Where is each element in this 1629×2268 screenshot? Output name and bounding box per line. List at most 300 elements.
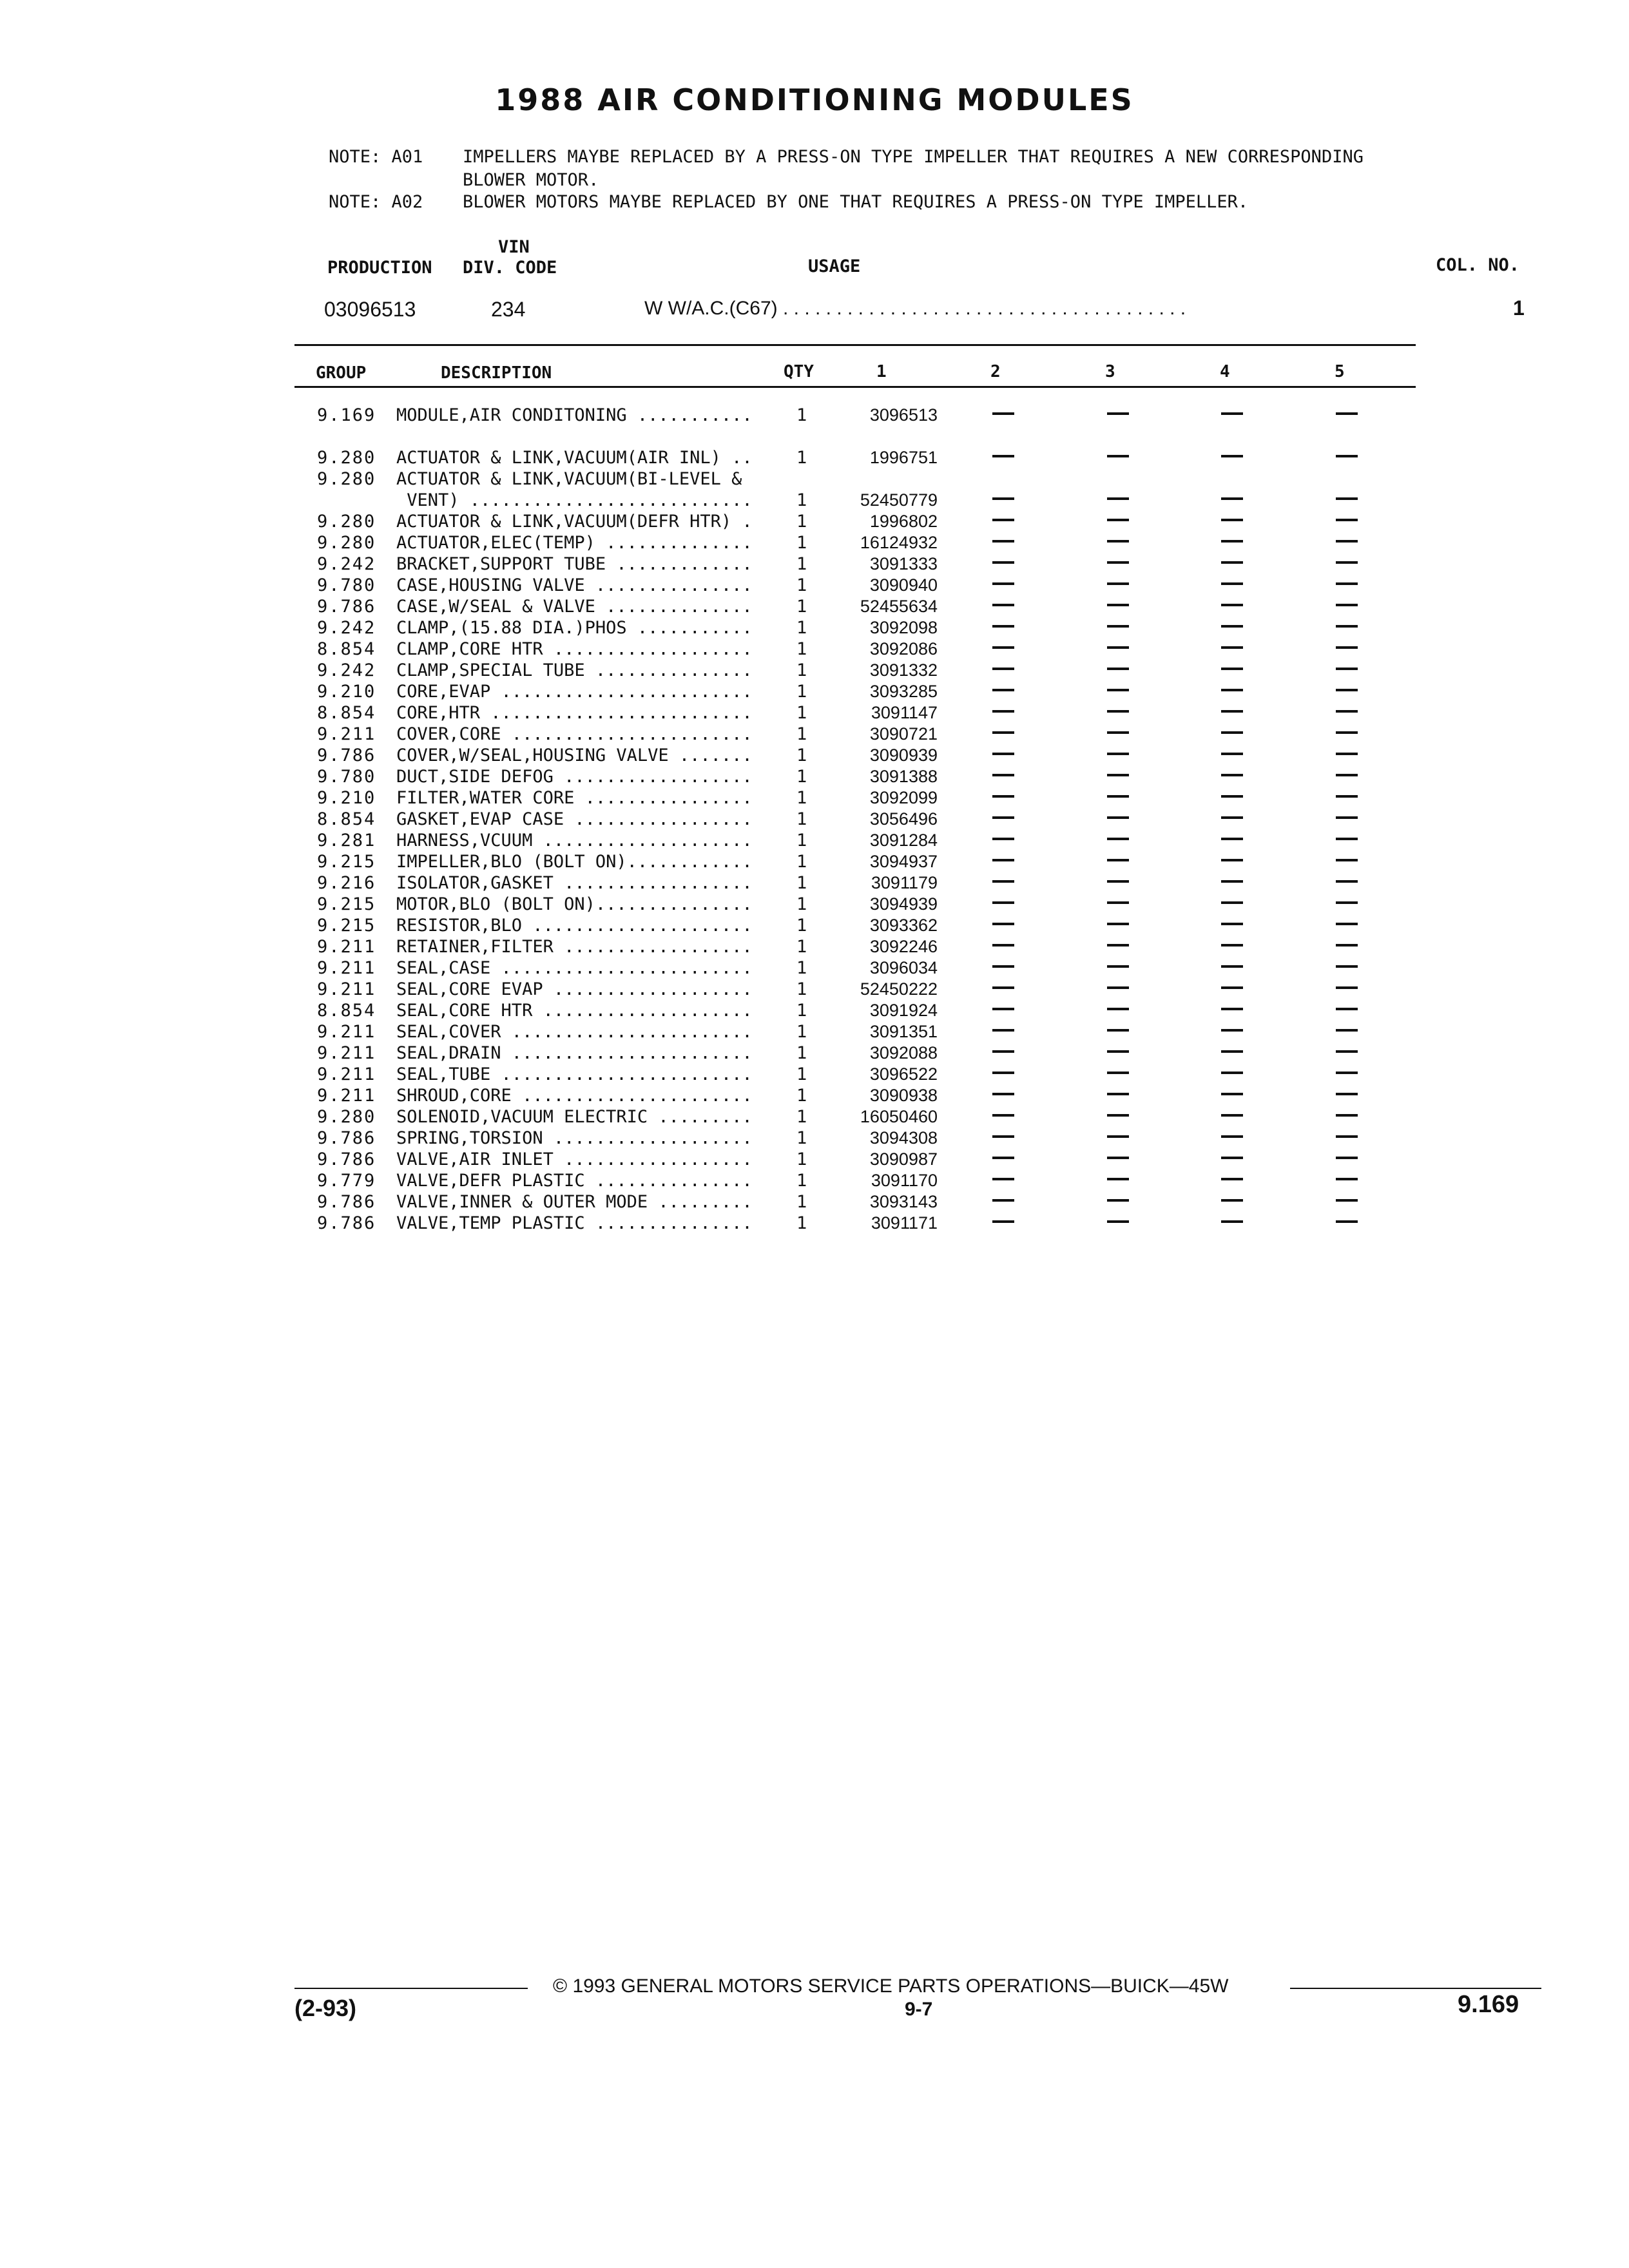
table-row [0, 553, 1629, 575]
description-cell: CORE,HTR ......................... [396, 703, 753, 723]
col-header-group: GROUP [316, 363, 367, 383]
description-cell: RESISTOR,BLO ..................... [396, 916, 753, 936]
group-cell: 9.211 [317, 937, 376, 957]
qty-cell: 1 [796, 554, 807, 574]
column-4-dash [1221, 1072, 1243, 1074]
qty-cell: 1 [796, 490, 807, 510]
column-5-dash [1336, 604, 1358, 606]
column-2-dash [992, 1029, 1014, 1032]
column-5-dash [1336, 625, 1358, 628]
part-number-cell: 3090987 [869, 1149, 938, 1169]
group-cell: 8.854 [317, 703, 376, 723]
column-5-dash [1336, 838, 1358, 840]
description-cell: COVER,W/SEAL,HOUSING VALVE ....... [396, 745, 753, 765]
footer-rule-right [1290, 1988, 1541, 1989]
group-cell: 9.211 [317, 724, 376, 744]
footer-section-number: 9.169 [1458, 1991, 1519, 2018]
column-2-dash [992, 668, 1014, 670]
column-2-dash [992, 923, 1014, 925]
group-cell: 8.854 [317, 639, 376, 659]
qty-cell: 1 [796, 1107, 807, 1127]
column-4-dash [1221, 1199, 1243, 1202]
part-number-cell: 3091924 [869, 1001, 938, 1020]
column-5-dash [1336, 540, 1358, 543]
column-5-dash [1336, 412, 1358, 415]
part-number-cell: 3090939 [869, 745, 938, 765]
note-a01-label: NOTE: A01 [329, 147, 423, 167]
table-row [0, 1128, 1629, 1149]
col-header-1: 1 [876, 362, 887, 381]
part-number-cell: 1996802 [869, 512, 938, 531]
column-3-dash [1107, 455, 1129, 457]
column-3-dash [1107, 859, 1129, 861]
group-cell: 9.280 [317, 1107, 376, 1127]
part-number-cell: 3092098 [869, 618, 938, 637]
part-number-cell: 3093285 [869, 682, 938, 701]
column-5-dash [1336, 1199, 1358, 1202]
div-code-value: 234 [491, 298, 526, 321]
group-cell: 9.786 [317, 1192, 376, 1212]
qty-cell: 1 [796, 1001, 807, 1021]
column-2-dash [992, 795, 1014, 798]
part-number-cell: 3091332 [869, 660, 938, 680]
group-cell: 9.211 [317, 1022, 376, 1042]
description-cell: CLAMP,(15.88 DIA.)PHOS ........... [396, 618, 753, 638]
column-4-dash [1221, 455, 1243, 457]
column-5-dash [1336, 1093, 1358, 1095]
column-5-dash [1336, 1178, 1358, 1180]
table-row [0, 532, 1629, 553]
column-5-dash [1336, 901, 1358, 904]
column-3-dash [1107, 731, 1129, 734]
qty-cell: 1 [796, 916, 807, 936]
table-row [0, 1064, 1629, 1085]
part-number-cell: 16050460 [860, 1107, 938, 1126]
column-5-dash [1336, 668, 1358, 670]
col-header-4: 4 [1220, 362, 1230, 381]
table-row [0, 617, 1629, 639]
column-3-dash [1107, 838, 1129, 840]
description-cell: GASKET,EVAP CASE ................. [396, 809, 753, 829]
qty-cell: 1 [796, 1149, 807, 1169]
qty-cell: 1 [796, 979, 807, 999]
part-number-cell: 3091170 [871, 1171, 938, 1190]
description-cell: CASE,HOUSING VALVE ............... [396, 575, 753, 595]
column-5-dash [1336, 1157, 1358, 1159]
column-4-dash [1221, 859, 1243, 861]
qty-cell: 1 [796, 660, 807, 680]
description-cell: SEAL,DRAIN ....................... [396, 1043, 753, 1063]
description-cell: SEAL,CORE EVAP ................... [396, 979, 753, 999]
column-3-dash [1107, 1220, 1129, 1223]
column-2-dash [992, 1220, 1014, 1223]
description-cell: FILTER,WATER CORE ................ [396, 788, 753, 808]
table-row [0, 979, 1629, 1000]
part-number-cell: 3094308 [869, 1128, 938, 1148]
table-row [0, 575, 1629, 596]
column-5-dash [1336, 1008, 1358, 1010]
column-4-dash [1221, 944, 1243, 947]
column-4-dash [1221, 1114, 1243, 1117]
description-cell: VALVE,TEMP PLASTIC ............... [396, 1213, 753, 1233]
group-cell: 9.780 [317, 767, 376, 787]
part-number-cell: 3091351 [869, 1022, 938, 1041]
column-4-dash [1221, 646, 1243, 649]
table-row [0, 766, 1629, 787]
part-number-cell: 3093143 [869, 1192, 938, 1211]
col-header-2: 2 [990, 362, 1001, 381]
qty-cell: 1 [796, 831, 807, 850]
qty-cell: 1 [796, 533, 807, 553]
qty-cell: 1 [796, 788, 807, 808]
description-cell: ISOLATOR,GASKET .................. [396, 873, 753, 893]
group-cell: 9.281 [317, 831, 376, 850]
column-2-dash [992, 1093, 1014, 1095]
part-number-cell: 1996751 [869, 448, 938, 467]
description-cell: MODULE,AIR CONDITONING ........... [396, 405, 753, 425]
part-number-cell: 52450779 [860, 490, 938, 510]
footer-copyright: © 1993 GENERAL MOTORS SERVICE PARTS OPERATIONS—BUICK—45W [553, 1975, 1229, 1997]
part-number-cell: 3092088 [869, 1043, 938, 1062]
description-cell: VALVE,DEFR PLASTIC ............... [396, 1171, 753, 1191]
table-row [0, 1043, 1629, 1064]
column-2-dash [992, 1050, 1014, 1053]
qty-cell: 1 [796, 724, 807, 744]
column-5-dash [1336, 1029, 1358, 1032]
qty-cell: 1 [796, 1128, 807, 1148]
qty-cell: 1 [796, 639, 807, 659]
column-2-dash [992, 1135, 1014, 1138]
column-5-dash [1336, 795, 1358, 798]
column-4-dash [1221, 731, 1243, 734]
part-number-cell: 3096522 [869, 1064, 938, 1084]
column-5-dash [1336, 1050, 1358, 1053]
table-row [0, 405, 1629, 426]
column-4-dash [1221, 412, 1243, 415]
description-cell: COVER,CORE ....................... [396, 724, 753, 744]
qty-cell: 1 [796, 767, 807, 787]
column-4-dash [1221, 753, 1243, 755]
column-4-dash [1221, 497, 1243, 500]
group-cell: 8.854 [317, 1001, 376, 1021]
description-cell: SEAL,CORE HTR .................... [396, 1001, 753, 1021]
col-no-value: 1 [1513, 296, 1525, 320]
column-5-dash [1336, 710, 1358, 713]
description-cell: RETAINER,FILTER .................. [396, 937, 753, 957]
qty-cell: 1 [796, 809, 807, 829]
group-cell: 9.210 [317, 682, 376, 702]
column-5-dash [1336, 923, 1358, 925]
column-3-dash [1107, 625, 1129, 628]
column-3-dash [1107, 816, 1129, 819]
group-cell: 9.215 [317, 916, 376, 936]
table-row [0, 1085, 1629, 1106]
usage-header: USAGE [808, 256, 861, 276]
table-row [0, 872, 1629, 894]
column-3-dash [1107, 1114, 1129, 1117]
column-3-dash [1107, 986, 1129, 989]
column-2-dash [992, 986, 1014, 989]
column-4-dash [1221, 1220, 1243, 1223]
description-cell: IMPELLER,BLO (BOLT ON)............ [396, 852, 753, 872]
description-cell: MOTOR,BLO (BOLT ON)............... [396, 894, 753, 914]
column-3-dash [1107, 774, 1129, 776]
qty-cell: 1 [796, 1171, 807, 1191]
column-2-dash [992, 774, 1014, 776]
description-cell: DUCT,SIDE DEFOG .................. [396, 767, 753, 787]
column-5-dash [1336, 646, 1358, 649]
group-cell: 9.280 [317, 469, 376, 489]
column-2-dash [992, 901, 1014, 904]
column-4-dash [1221, 986, 1243, 989]
column-3-dash [1107, 1008, 1129, 1010]
table-row [0, 936, 1629, 957]
group-cell: 9.280 [317, 533, 376, 553]
column-3-dash [1107, 519, 1129, 521]
column-2-dash [992, 625, 1014, 628]
table-top-rule [294, 344, 1416, 346]
column-2-dash [992, 582, 1014, 585]
column-3-dash [1107, 901, 1129, 904]
column-5-dash [1336, 816, 1358, 819]
part-number-cell: 16124932 [860, 533, 938, 552]
description-cell: SOLENOID,VACUUM ELECTRIC ......... [396, 1107, 753, 1127]
column-4-dash [1221, 774, 1243, 776]
column-5-dash [1336, 880, 1358, 883]
vin-header: VIN [498, 237, 530, 257]
qty-cell: 1 [796, 1022, 807, 1042]
column-3-dash [1107, 497, 1129, 500]
production-value: 03096513 [324, 298, 416, 321]
qty-cell: 1 [796, 405, 807, 425]
table-row [0, 1149, 1629, 1170]
qty-cell: 1 [796, 873, 807, 893]
column-2-dash [992, 1199, 1014, 1202]
div-code-header: DIV. CODE [463, 258, 557, 278]
column-4-dash [1221, 1157, 1243, 1159]
group-cell: 9.780 [317, 575, 376, 595]
column-2-dash [992, 859, 1014, 861]
column-3-dash [1107, 540, 1129, 543]
column-3-dash [1107, 1072, 1129, 1074]
production-header: PRODUCTION [327, 258, 432, 278]
column-4-dash [1221, 668, 1243, 670]
description-cell: SEAL,TUBE ........................ [396, 1064, 753, 1084]
column-4-dash [1221, 1050, 1243, 1053]
group-cell: 9.786 [317, 597, 376, 617]
qty-cell: 1 [796, 597, 807, 617]
column-2-dash [992, 816, 1014, 819]
column-4-dash [1221, 561, 1243, 564]
description-cell: VALVE,AIR INLET .................. [396, 1149, 753, 1169]
column-5-dash [1336, 689, 1358, 691]
column-2-dash [992, 646, 1014, 649]
page-title: 1988 AIR CONDITIONING MODULES [495, 82, 1134, 117]
description-cell: SHROUD,CORE ...................... [396, 1086, 753, 1106]
group-cell: 9.242 [317, 618, 376, 638]
group-cell: 9.786 [317, 745, 376, 765]
table-row [0, 894, 1629, 915]
column-4-dash [1221, 582, 1243, 585]
column-2-dash [992, 561, 1014, 564]
column-3-dash [1107, 923, 1129, 925]
column-4-dash [1221, 1178, 1243, 1180]
table-row [0, 702, 1629, 724]
column-3-dash [1107, 582, 1129, 585]
group-cell: 9.786 [317, 1213, 376, 1233]
description-cell: BRACKET,SUPPORT TUBE ............. [396, 554, 753, 574]
column-3-dash [1107, 689, 1129, 691]
part-number-cell: 3096513 [869, 405, 938, 425]
column-2-dash [992, 1008, 1014, 1010]
description-cell: VENT) ........................... [396, 490, 753, 510]
column-2-dash [992, 838, 1014, 840]
column-3-dash [1107, 753, 1129, 755]
column-3-dash [1107, 965, 1129, 968]
description-cell: CASE,W/SEAL & VALVE .............. [396, 597, 753, 617]
part-number-cell: 3094937 [869, 852, 938, 871]
column-2-dash [992, 731, 1014, 734]
column-3-dash [1107, 1178, 1129, 1180]
table-row [0, 745, 1629, 766]
column-3-dash [1107, 710, 1129, 713]
column-4-dash [1221, 838, 1243, 840]
note-a02-text: BLOWER MOTORS MAYBE REPLACED BY ONE THAT REQUIRES A PRESS-ON TYPE IMPELLER. [463, 192, 1249, 212]
column-4-dash [1221, 519, 1243, 521]
part-number-cell: 3096034 [869, 958, 938, 977]
part-number-cell: 3091147 [871, 703, 938, 722]
column-2-dash [992, 519, 1014, 521]
footer-date: (2-93) [294, 1995, 357, 2021]
column-4-dash [1221, 1029, 1243, 1032]
part-number-cell: 3091179 [871, 873, 938, 892]
group-cell: 9.211 [317, 958, 376, 978]
table-row [0, 660, 1629, 681]
group-cell: 9.210 [317, 788, 376, 808]
column-2-dash [992, 944, 1014, 947]
column-2-dash [992, 497, 1014, 500]
column-4-dash [1221, 965, 1243, 968]
table-row [0, 1021, 1629, 1043]
table-row [0, 1213, 1629, 1234]
description-cell: SPRING,TORSION ................... [396, 1128, 753, 1148]
table-row [0, 830, 1629, 851]
column-4-dash [1221, 540, 1243, 543]
column-3-dash [1107, 604, 1129, 606]
qty-cell: 1 [796, 512, 807, 532]
column-5-dash [1336, 1135, 1358, 1138]
column-2-dash [992, 455, 1014, 457]
column-5-dash [1336, 753, 1358, 755]
group-cell: 9.280 [317, 512, 376, 532]
column-4-dash [1221, 816, 1243, 819]
group-cell: 8.854 [317, 809, 376, 829]
column-4-dash [1221, 901, 1243, 904]
part-number-cell: 3090938 [869, 1086, 938, 1105]
column-5-dash [1336, 774, 1358, 776]
table-row [0, 511, 1629, 532]
column-5-dash [1336, 731, 1358, 734]
table-row [0, 787, 1629, 809]
column-2-dash [992, 412, 1014, 415]
column-2-dash [992, 604, 1014, 606]
table-row [0, 1170, 1629, 1191]
col-header-5: 5 [1335, 362, 1345, 381]
qty-cell: 1 [796, 682, 807, 702]
column-5-dash [1336, 965, 1358, 968]
part-number-cell: 3091284 [869, 831, 938, 850]
column-3-dash [1107, 1029, 1129, 1032]
column-4-dash [1221, 625, 1243, 628]
group-cell: 9.169 [317, 405, 376, 425]
part-number-cell: 3090721 [869, 724, 938, 744]
group-cell: 9.280 [317, 448, 376, 468]
part-number-cell: 3091333 [869, 554, 938, 573]
part-number-cell: 3092099 [869, 788, 938, 807]
column-2-dash [992, 965, 1014, 968]
group-cell: 9.786 [317, 1128, 376, 1148]
qty-cell: 1 [796, 745, 807, 765]
column-2-dash [992, 1114, 1014, 1117]
col-header-3: 3 [1105, 362, 1115, 381]
column-5-dash [1336, 1220, 1358, 1223]
table-row [0, 809, 1629, 830]
footer-rule-left [294, 1988, 528, 1989]
column-4-dash [1221, 880, 1243, 883]
column-5-dash [1336, 986, 1358, 989]
footer-page-number: 9-7 [905, 1999, 933, 2020]
column-2-dash [992, 1072, 1014, 1074]
description-cell: SEAL,COVER ....................... [396, 1022, 753, 1042]
group-cell: 9.242 [317, 554, 376, 574]
group-cell: 9.215 [317, 852, 376, 872]
column-4-dash [1221, 923, 1243, 925]
qty-cell: 1 [796, 937, 807, 957]
note-a01-text: IMPELLERS MAYBE REPLACED BY A PRESS-ON TYPE IMPELLER THAT REQUIRES A NEW CORRESPONDING [463, 147, 1364, 167]
description-cell: CLAMP,SPECIAL TUBE ............... [396, 660, 753, 680]
description-cell: CORE,EVAP ........................ [396, 682, 753, 702]
description-cell: VALVE,INNER & OUTER MODE ......... [396, 1192, 753, 1212]
column-4-dash [1221, 710, 1243, 713]
column-2-dash [992, 689, 1014, 691]
column-2-dash [992, 1178, 1014, 1180]
column-3-dash [1107, 561, 1129, 564]
column-3-dash [1107, 1199, 1129, 1202]
qty-cell: 1 [796, 1086, 807, 1106]
table-row [0, 1191, 1629, 1213]
description-cell: ACTUATOR,ELEC(TEMP) .............. [396, 533, 753, 553]
table-row [0, 1000, 1629, 1021]
group-cell: 9.779 [317, 1171, 376, 1191]
column-5-dash [1336, 1114, 1358, 1117]
column-3-dash [1107, 1135, 1129, 1138]
qty-cell: 1 [796, 618, 807, 638]
part-number-cell: 3090940 [869, 575, 938, 595]
group-cell: 9.786 [317, 1149, 376, 1169]
table-row [0, 468, 1629, 490]
column-5-dash [1336, 497, 1358, 500]
note-a01-text-cont: BLOWER MOTOR. [463, 170, 599, 190]
note-a02-label: NOTE: A02 [329, 192, 423, 212]
column-4-dash [1221, 1093, 1243, 1095]
table-header-rule [294, 386, 1416, 388]
column-5-dash [1336, 561, 1358, 564]
column-3-dash [1107, 1050, 1129, 1053]
column-3-dash [1107, 944, 1129, 947]
column-2-dash [992, 710, 1014, 713]
column-3-dash [1107, 412, 1129, 415]
qty-cell: 1 [796, 448, 807, 468]
